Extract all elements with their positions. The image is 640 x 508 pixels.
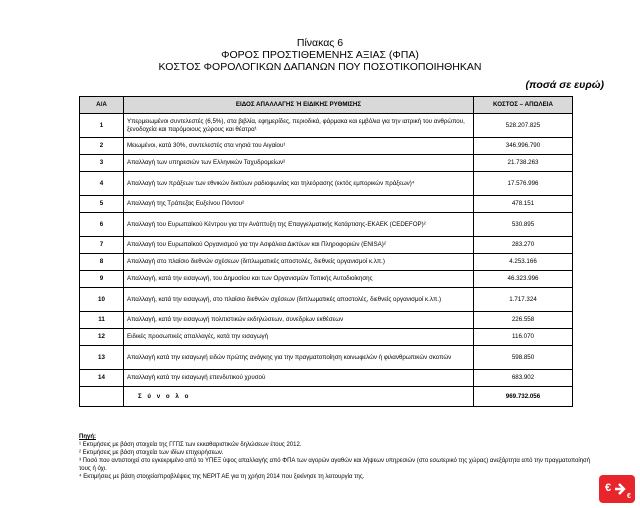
row-number: 12 <box>80 329 124 346</box>
row-description: Απαλλαγή, κατά την εισαγωγή, του Δημοσίου και των Οργανισμών Τοπικής Αυτοδιοίκησης <box>124 271 474 288</box>
row-number: 10 <box>80 288 124 312</box>
footnote-4: ⁴ Εκτιμήσεις με βάση στοιχεία/προβλέψεις της ΝΕΡΙΤ ΑΕ για τη χρήση 2014 που ξεκίνησε τη λειτουργία της. <box>79 474 365 480</box>
row-cost: 530.895 <box>474 213 573 237</box>
footnote-3: ³ Ποσό που αντιστοιχεί στο εγκεκριμένο από το ΥΠΕΞ ύψος απαλλαγής από ΦΠΑ των αγορών αγαθών και λήψεων υπηρεσιών (στο εσωτερικό της χώρας) ανεξάρτητα από την πραγματοποίησή τους ή όχι. <box>79 458 591 472</box>
tax-expenditure-table <box>79 96 573 407</box>
row-description: Μειωμένοι, κατά 30%, συντελεστές στα νησιά του Αιγαίου¹ <box>124 138 474 155</box>
footnotes <box>79 433 599 481</box>
row-number: 1 <box>80 114 124 138</box>
table-row <box>80 346 573 370</box>
column-header-description: ΕΙΔΟΣ ΑΠΑΛΛΑΓΗΣ Ή ΕΙΔΙΚΗΣ ΡΥΘΜΙΣΗΣ <box>124 97 474 114</box>
row-number: 5 <box>80 196 124 213</box>
table-row <box>80 271 573 288</box>
row-number: 4 <box>80 172 124 196</box>
row-description: Απαλλαγή κατά την εισαγωγή επενδυτικού χρυσού <box>124 370 474 387</box>
title-line-1: ΦΟΡΟΣ ΠΡΟΣΤΙΘΕΜΕΝΗΣ ΑΞΙΑΣ (ΦΠΑ) <box>221 49 419 61</box>
table-row <box>80 329 573 346</box>
row-cost: 116.070 <box>474 329 573 346</box>
row-number: 3 <box>80 155 124 172</box>
table-row <box>80 213 573 237</box>
title-line-2: ΚΟΣΤΟΣ ΦΟΡΟΛΟΓΙΚΩΝ ΔΑΠΑΝΩΝ ΠΟΥ ΠΟΣΟΤΙΚΟΠΟΙΗΘΗΚΑΝ <box>158 61 482 73</box>
row-cost: 226.558 <box>474 312 573 329</box>
table-row <box>80 172 573 196</box>
row-cost: 683.902 <box>474 370 573 387</box>
footnote-1: ¹ Εκτιμήσεις με βάση στοιχεία της ΓΓΠΣ των εκκαθαριστικών δηλώσεων έτους 2012. <box>79 442 302 448</box>
row-description: Ειδικές προσωπικές απαλλαγές, κατά την εισαγωγή <box>124 329 474 346</box>
source-label: Πηγή: <box>79 434 96 440</box>
row-cost: 4.253.166 <box>474 254 573 271</box>
table-row <box>80 312 573 329</box>
column-header-cost: ΚΟΣΤΟΣ – ΑΠΩΛΕΙΑ <box>474 97 573 114</box>
total-spacer <box>80 387 124 407</box>
row-number: 14 <box>80 370 124 387</box>
row-description: Υπερμειωμένοι συντελεστές (6,5%), στα βιβλία, εφημερίδες, περιοδικά, φάρμακα και εμβόλια για την ιατρική του ανθρώπου, ξενοδοχεία και παρόμοιους χώρους και θέατρα¹ <box>124 114 474 138</box>
row-description: Απαλλαγή, κατά την εισαγωγή, στο πλαίσιο διεθνών σχέσεων (διπλωματικές αποστολές, διεθνείς οργανισμοί κ.λπ.) <box>124 288 474 312</box>
title-block <box>0 37 640 73</box>
row-description: Απαλλαγή των πράξεων των εθνικών δικτύων ραδιοφωνίας και τηλεόρασης (εκτός εμπορικών πράξεων)⁴ <box>124 172 474 196</box>
site-logo-icon <box>598 474 636 504</box>
row-number: 6 <box>80 213 124 237</box>
row-cost: 21.738.263 <box>474 155 573 172</box>
row-description: Απαλλαγή στο πλαίσιο διεθνών σχέσεων (διπλωματικές αποστολές, διεθνείς οργανισμοί κ.λπ.) <box>124 254 474 271</box>
table-row <box>80 114 573 138</box>
table-row <box>80 254 573 271</box>
total-label: Σ ύ ν ο λ ο <box>124 387 474 407</box>
row-description: Απαλλαγή κατά την εισαγωγή ειδών πρώτης ανάγκης για την πραγματοποίηση κοινωφελών ή φιλανθρωπικών σκοπών <box>124 346 474 370</box>
row-description: Απαλλαγή του Ευρωπαϊκού Κέντρου για την Ανάπτυξη της Επαγγελματικής Κατάρτισης-ΕΚΑΕΚ (CEDEFOP)² <box>124 213 474 237</box>
row-number: 7 <box>80 237 124 254</box>
row-cost: 478.151 <box>474 196 573 213</box>
row-number: 2 <box>80 138 124 155</box>
footnote-2: ² Εκτιμήσεις με βάση στοιχεία των ιδίων επιχειρήσεων. <box>79 450 224 456</box>
row-number: 13 <box>80 346 124 370</box>
row-cost: 17.576.996 <box>474 172 573 196</box>
row-cost: 283.270 <box>474 237 573 254</box>
total-row <box>80 387 573 407</box>
total-value: 969.732.056 <box>474 387 573 407</box>
row-number: 9 <box>80 271 124 288</box>
table-row <box>80 196 573 213</box>
logo-mark-left: € <box>604 482 612 494</box>
row-description: Απαλλαγή των υπηρεσιών των Ελληνικών Ταχυδρομείων² <box>124 155 474 172</box>
table-row <box>80 155 573 172</box>
units-note: (ποσά σε ευρώ) <box>525 79 604 91</box>
table-row <box>80 237 573 254</box>
row-number: 11 <box>80 312 124 329</box>
row-description: Απαλλαγή του Ευρωπαϊκού Οργανισμού για την Ασφάλεια Δικτύων και Πληροφοριών (ENISA)² <box>124 237 474 254</box>
row-cost: 528.207.825 <box>474 114 573 138</box>
table-number: Πίνακας 6 <box>296 37 344 49</box>
row-number: 8 <box>80 254 124 271</box>
row-cost: 46.323.996 <box>474 271 573 288</box>
row-description: Απαλλαγή της Τράπεζας Ευξείνου Πόντου² <box>124 196 474 213</box>
table-row <box>80 370 573 387</box>
table-header-row <box>80 97 573 114</box>
table-row <box>80 138 573 155</box>
row-cost: 1.717.324 <box>474 288 573 312</box>
row-description: Απαλλαγή, κατά την εισαγωγή πολιτιστικών εκδηλώσεων, συνεδρίων εκθέσεων <box>124 312 474 329</box>
logo-mark-right: € <box>627 493 631 500</box>
row-cost: 598.850 <box>474 346 573 370</box>
table-row <box>80 288 573 312</box>
row-cost: 346.996.790 <box>474 138 573 155</box>
column-header-aa: Α/Α <box>80 97 124 114</box>
